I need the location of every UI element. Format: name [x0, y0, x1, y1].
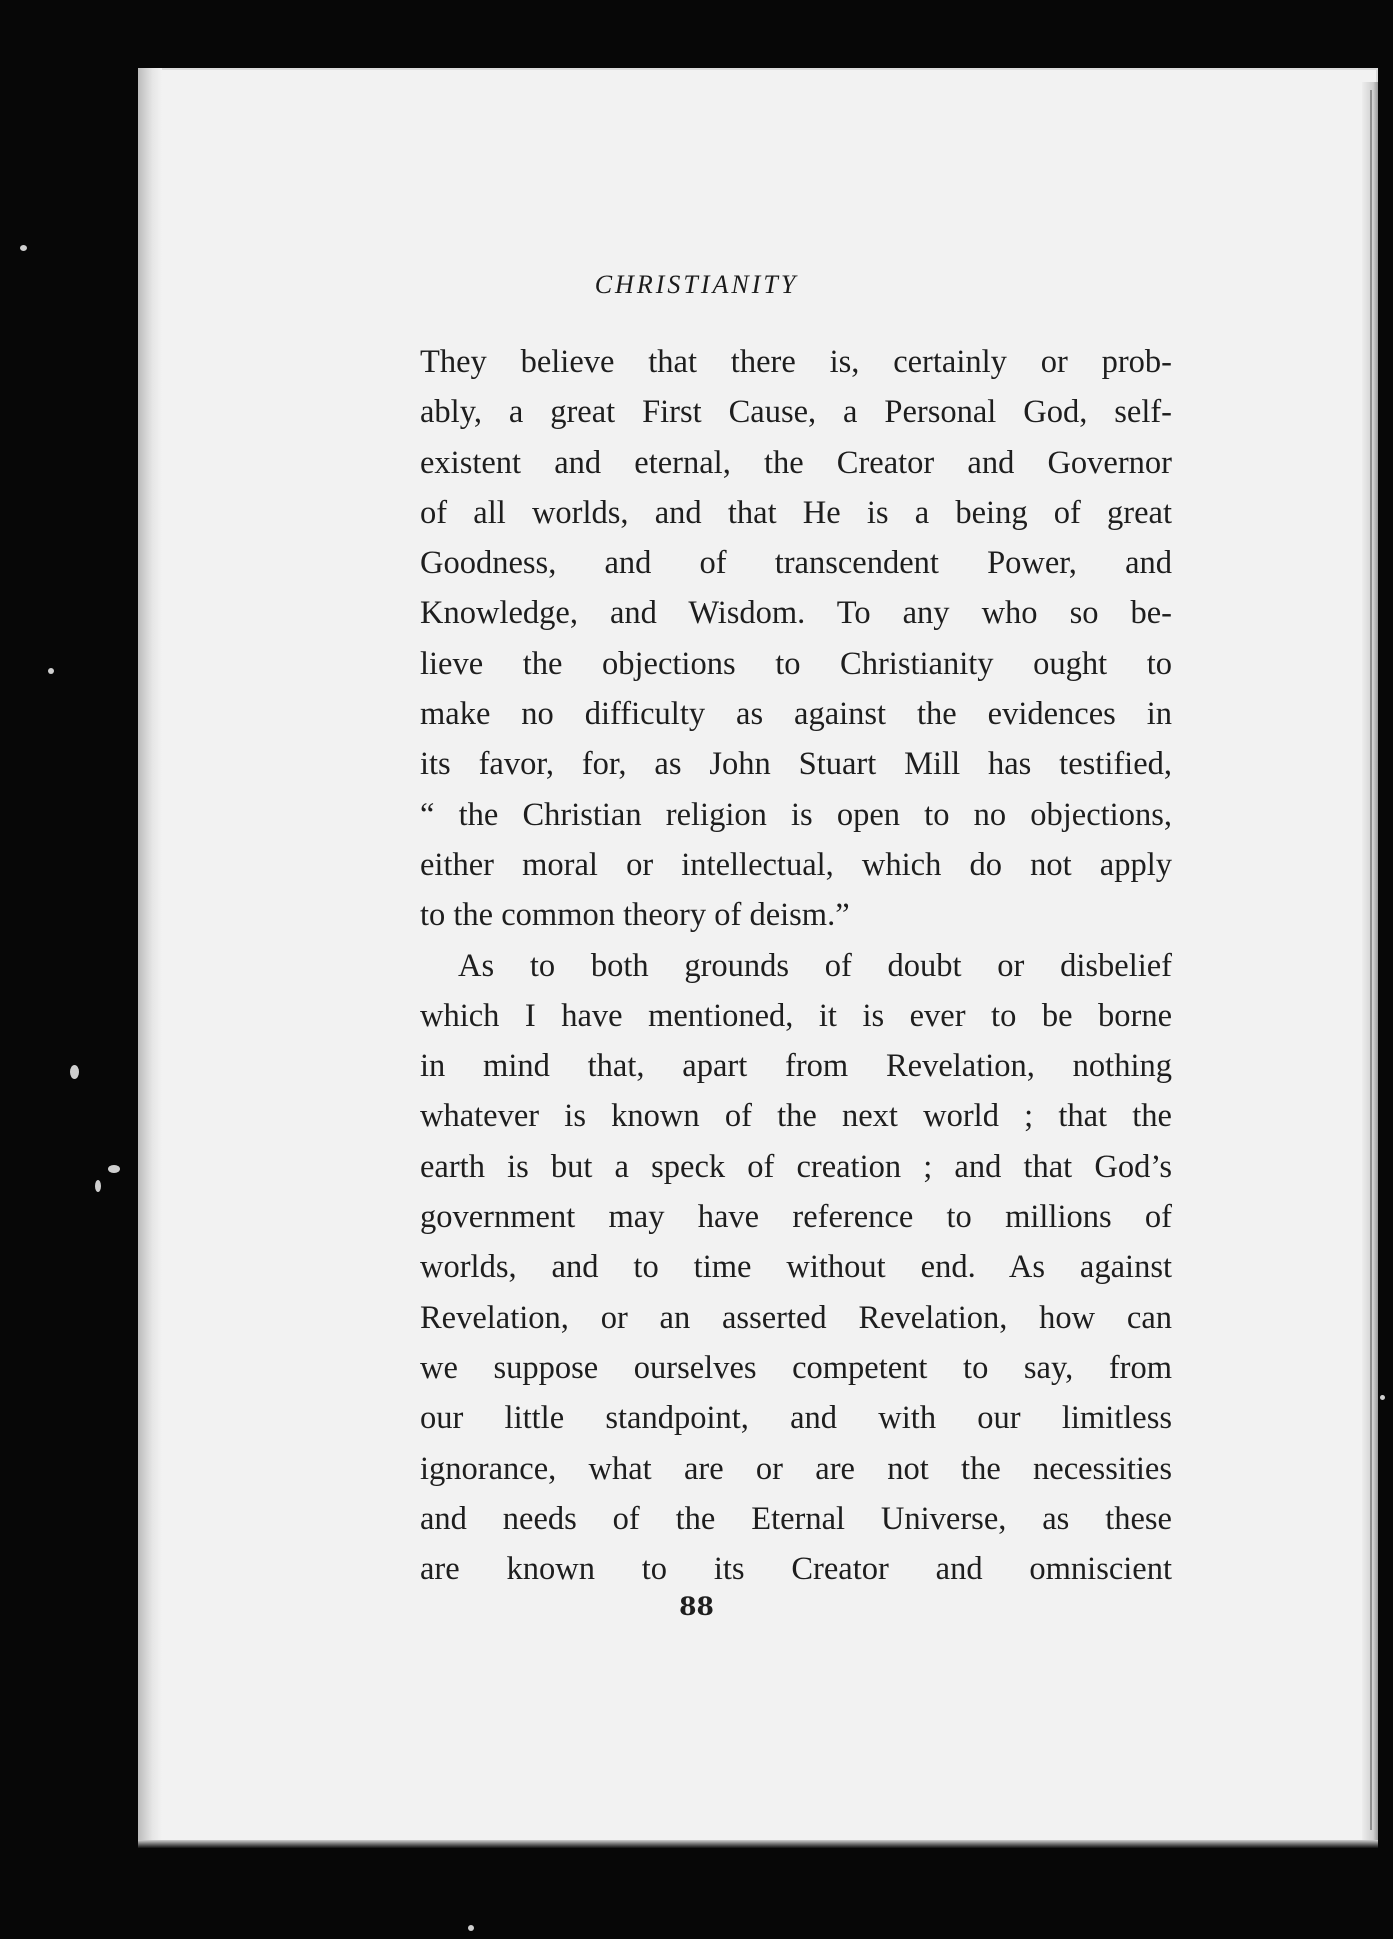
text-line: They believe that there is, certainly or prob- [420, 344, 1172, 380]
text-line: either moral or intellectual, which do not apply [420, 846, 1172, 883]
text-line: Goodness, and of transcendent Power, and [420, 545, 1172, 582]
dust-speck [95, 1180, 101, 1192]
text-line: our little standpoint, and with our limitless [420, 1400, 1172, 1437]
page-edge-line [1370, 90, 1372, 1830]
text-line: we suppose ourselves competent to say, from [420, 1349, 1172, 1386]
text-line: lieve the objections to Christianity ought to [420, 645, 1172, 682]
text-line: existent and eternal, the Creator and Governor [420, 444, 1172, 481]
text-line: its favor, for, as John Stuart Mill has testified, [420, 746, 1172, 783]
text-line: “ the Christian religion is open to no objections, [420, 796, 1172, 833]
paragraph [420, 337, 1172, 941]
text-line: earth is but a speck of creation ; and that God’s [420, 1148, 1172, 1185]
text-line: to the common theory of deism.” [420, 897, 850, 934]
text-line: Knowledge, and Wisdom. To any who so be- [420, 595, 1172, 632]
text-line: worlds, and to time without end. As against [420, 1249, 1172, 1286]
text-line: ignorance, what are or are not the necessities [420, 1450, 1172, 1487]
text-line: whatever is known of the next world ; that the [420, 1098, 1172, 1135]
dust-speck [70, 1065, 79, 1079]
text-line: Revelation, or an asserted Revelation, how can [420, 1299, 1172, 1336]
dust-speck [108, 1165, 120, 1173]
text-line: of all worlds, and that He is a being of great [420, 494, 1172, 531]
dust-speck [48, 668, 54, 674]
paragraph [420, 941, 1172, 1595]
text-line: which I have mentioned, it is ever to be borne [420, 997, 1172, 1034]
text-line: make no difficulty as against the evidences in [420, 696, 1172, 733]
page-number: 88 [679, 1592, 714, 1621]
running-head: CHRISTIANITY [594, 270, 799, 299]
text-line: As to both grounds of doubt or disbelief [458, 947, 1172, 984]
body-text [420, 337, 1172, 1594]
binding-gutter-shadow [138, 68, 162, 1843]
text-line: ably, a great First Cause, a Personal God, self- [420, 394, 1172, 431]
dust-speck [1380, 1395, 1385, 1400]
text-line: are known to its Creator and omniscient [420, 1551, 1172, 1588]
text-line: in mind that, apart from Revelation, nothing [420, 1048, 1172, 1085]
dust-speck [468, 1925, 474, 1931]
text-line: and needs of the Eternal Universe, as these [420, 1500, 1172, 1537]
dust-speck [20, 245, 27, 251]
text-line: government may have reference to millions of [420, 1199, 1172, 1236]
page-bottom-edge [138, 1840, 1378, 1848]
